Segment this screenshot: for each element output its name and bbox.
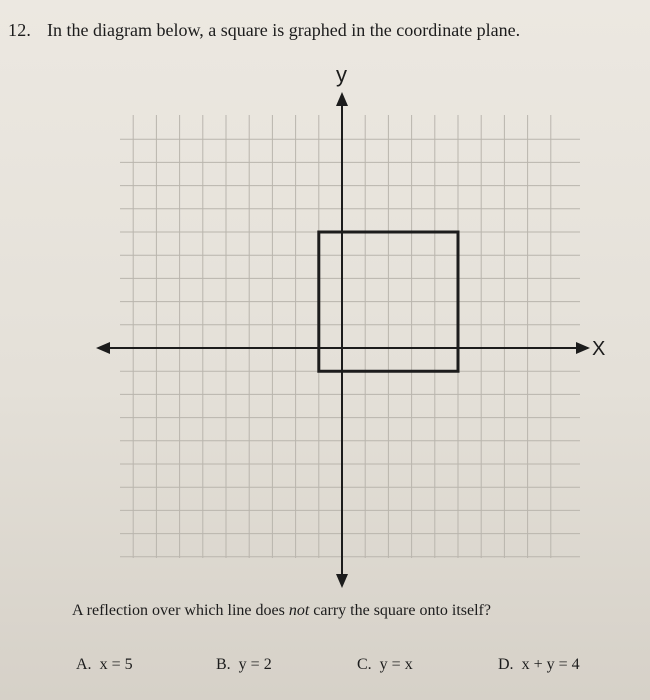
sub-question-emphasis: not <box>288 602 310 619</box>
x-axis-arrow-left <box>96 342 110 354</box>
choice-c[interactable] <box>357 656 413 674</box>
choice-d[interactable] <box>498 656 580 674</box>
choice-c-letter: C. <box>357 656 372 673</box>
choice-c-text: y = x <box>379 656 413 673</box>
question-text: In the diagram below, a square is graphed in the coordinate plane. <box>47 20 521 40</box>
choice-a-letter: A. <box>76 656 92 673</box>
choice-b[interactable] <box>216 656 272 674</box>
coordinate-plane <box>80 60 620 600</box>
y-axis-arrow-down <box>336 574 348 588</box>
question-number: 12. <box>8 20 32 40</box>
choice-b-text: y = 2 <box>238 656 272 673</box>
grid-lines <box>120 115 580 558</box>
sub-question-prefix: A reflection over which line does <box>72 602 289 619</box>
y-axis-label: y <box>336 62 347 87</box>
choice-a[interactable] <box>76 656 133 674</box>
sub-question-suffix: carry the square onto itself? <box>309 602 491 619</box>
x-axis-arrow-right <box>576 342 590 354</box>
sub-question <box>72 602 491 620</box>
x-axis-label: X <box>592 338 606 360</box>
y-axis-arrow-up <box>336 92 348 106</box>
choice-d-text: x + y = 4 <box>521 656 580 673</box>
choice-d-letter: D. <box>498 656 514 673</box>
choice-a-text: x = 5 <box>99 656 133 673</box>
choice-b-letter: B. <box>216 656 231 673</box>
